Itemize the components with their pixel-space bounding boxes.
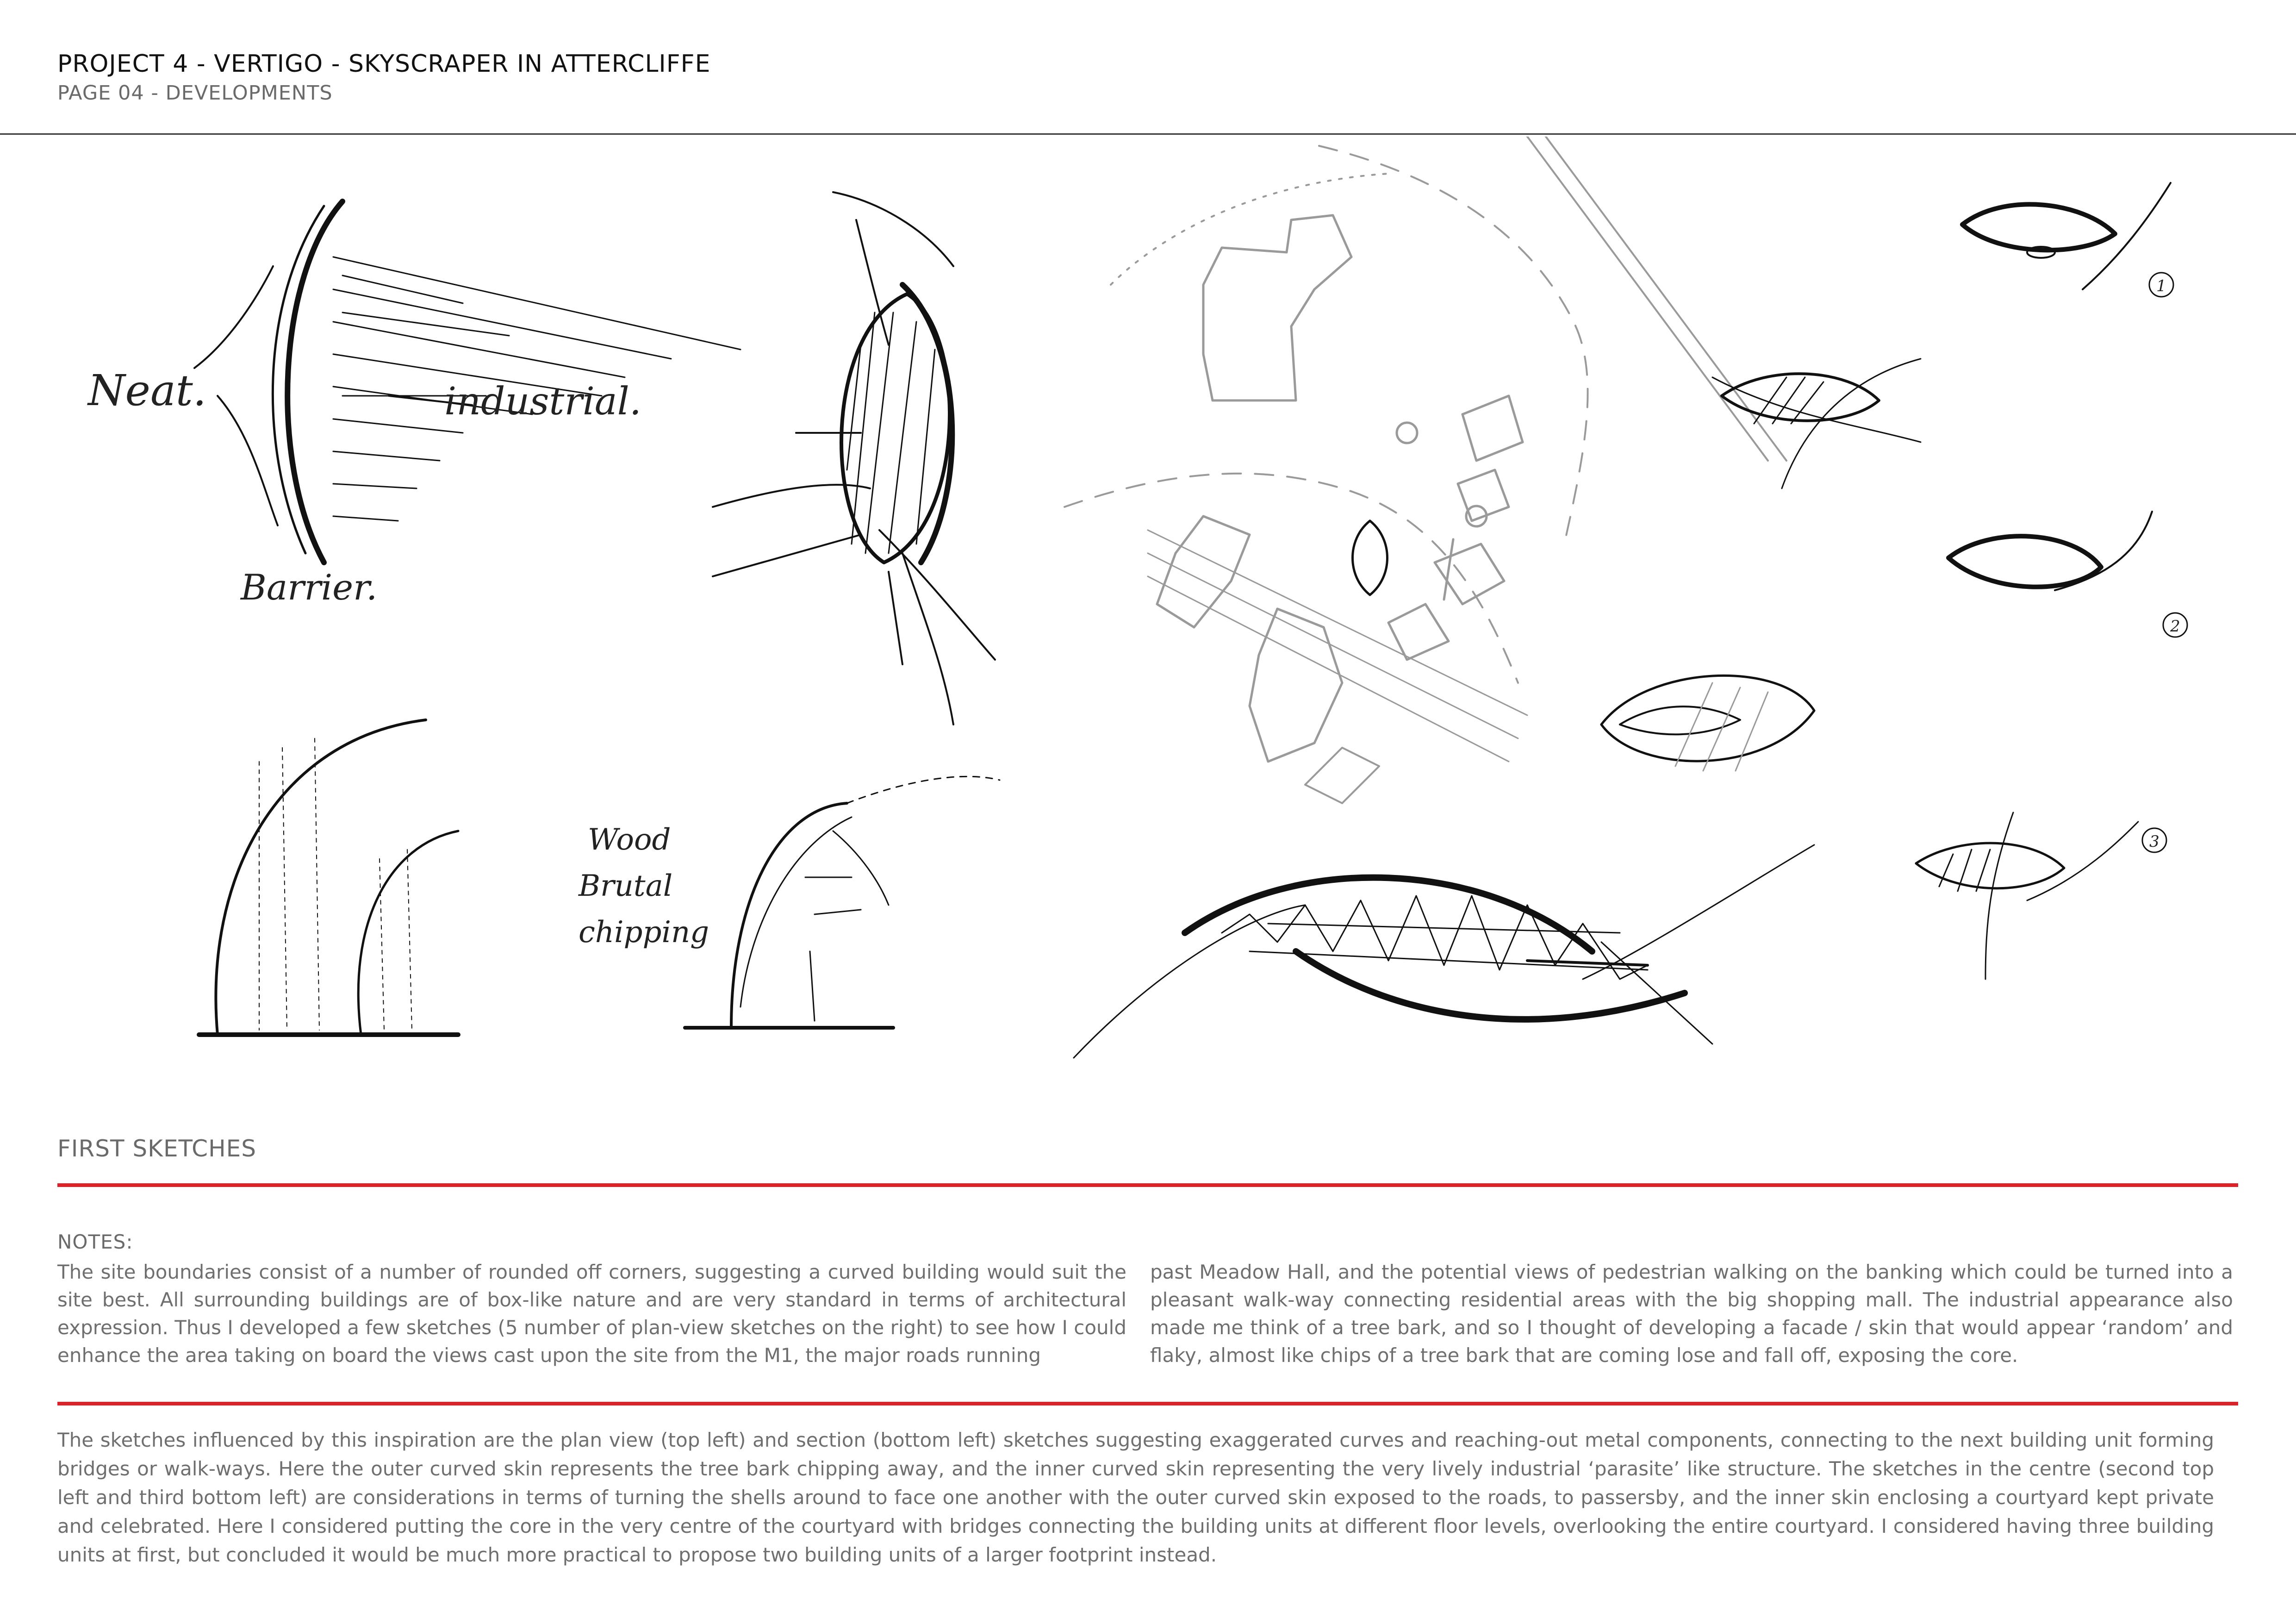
large-lens-sketch	[1074, 845, 1814, 1058]
notes-label: NOTES:	[57, 1230, 133, 1253]
lens-study-3	[1948, 512, 2152, 590]
site-plan-sketch	[1064, 137, 1786, 803]
section-sketch-1	[199, 720, 458, 1035]
red-divider-1	[57, 1183, 2238, 1187]
brutal-label: Brutal	[579, 869, 673, 903]
section-heading: FIRST SKETCHES	[57, 1135, 256, 1162]
lens-study-4	[1601, 675, 1814, 771]
neat-label: Neat.	[88, 366, 207, 415]
header-divider	[0, 133, 2296, 135]
section-sketch-2	[685, 776, 1000, 1028]
notes-left-column: The site boundaries consist of a number of rounded off corners, suggesting a curved building would suit the site best. All surrounding buildings are of box-like nature and are very standard in terms of architectural expression. Thus I developed a few sketches (5 number of plan-view sketches on the right) to see how I could enhance the area taking on board the views cast upon the site from the M1, the major roads running	[57, 1261, 1126, 1367]
notes-right-column: past Meadow Hall, and the potential views of pedestrian walking on the banking which could be turned into a pleasant walk-way connecting residential areas with the big shopping mall. The industrial appearance also made me think of a tree bark, and so I thought of developing a facade / skin that would appear ‘random’ and flaky, almost like chips of a tree bark that are coming lose and fall off, exposing the core.	[1150, 1261, 2233, 1367]
lens-study-5	[1916, 812, 2138, 979]
sketches-panel	[0, 137, 2296, 1109]
industrial-label: industrial.	[444, 380, 641, 424]
wood-label: Wood	[588, 823, 671, 857]
marker-2: 2	[2170, 617, 2180, 636]
red-divider-2	[57, 1402, 2238, 1405]
marker-1: 1	[2156, 277, 2166, 295]
chipping-label: chipping	[579, 915, 709, 949]
lens-sketch-1	[713, 192, 995, 725]
description-paragraph: The sketches influenced by this inspiration are the plan view (top left) and section (bottom left) sketches suggesting exaggerated curves and reaching-out metal components, connecting to the next building unit forming bridges or walk-ways. Here the outer curved skin represents the tree bark chipping away, and the inner curved skin representing the very lively industrial ‘parasite’ like structure. The sketches in the centre (second top left and third bottom left) are considerations in terms of turning the shells around to face one another with the outer curved skin exposed to the roads, to passersby, and the inner skin enclosing a courtyard kept private and celebrated. Here I considered putting the core in the very centre of the courtyard with bridges connecting the building units at different floor levels, overlooking the entire courtyard. I considered having three building units at first, but concluded it would be much more practical to propose two building units of a larger footprint instead.	[57, 1429, 2214, 1566]
barrier-label: Barrier.	[241, 567, 378, 608]
numbered-markers	[2142, 273, 2187, 852]
page-subtitle: PAGE 04 - DEVELOPMENTS	[57, 81, 333, 105]
marker-3: 3	[2149, 832, 2159, 851]
lens-study-1	[1962, 183, 2171, 289]
project-title: PROJECT 4 - VERTIGO - SKYSCRAPER IN ATTERCLIFFE	[57, 50, 711, 78]
lens-study-2	[1712, 359, 1921, 488]
